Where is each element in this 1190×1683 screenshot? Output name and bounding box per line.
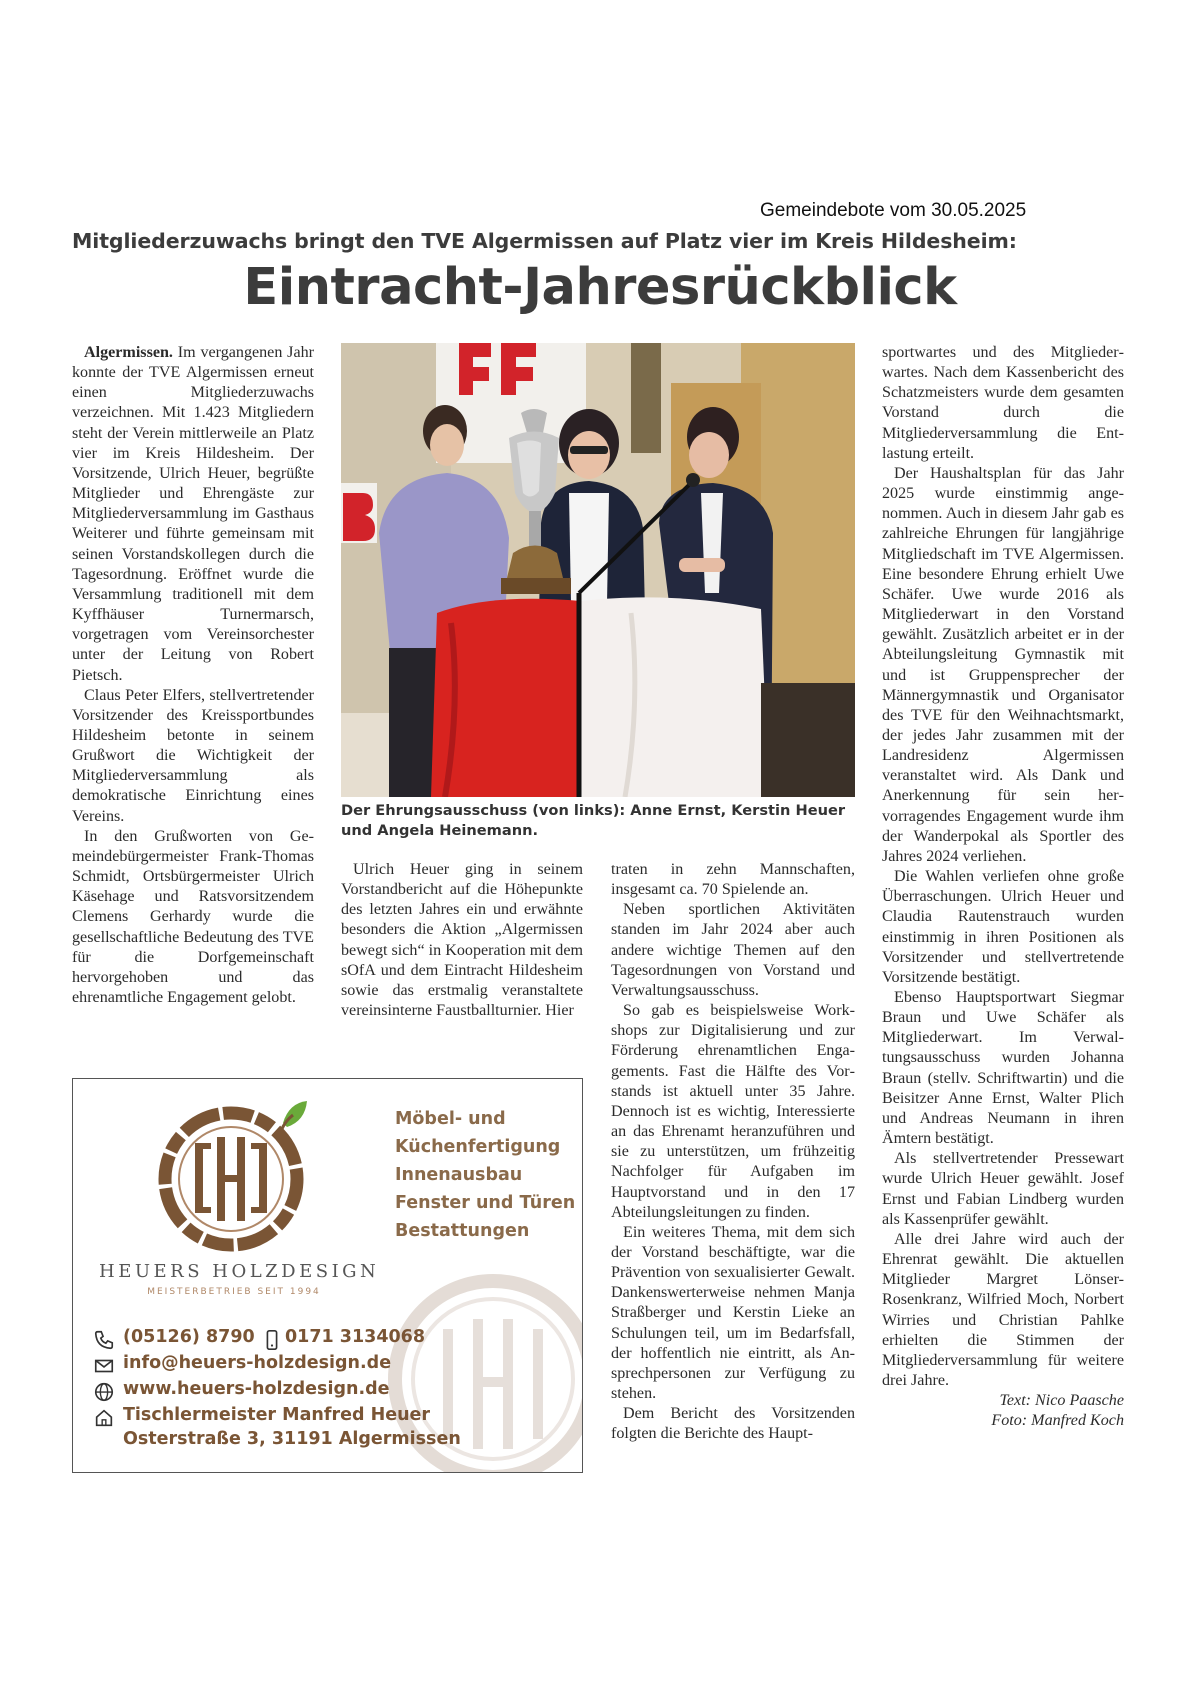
source-line: Gemeindebote vom 30.05.2025: [760, 200, 1027, 221]
dateline: Algermissen.: [84, 344, 173, 361]
paragraph: Ebenso Hauptsportwart Siegmar Braun und Uwe Schäfer als Mitgliederwart. Im Verwaltungsausschuss wurden Johanna Braun (stellv. Schriftwartin) und die Beisitzer Anne Ernst, Walter Plich und Andreas Neumann in ihren Ämtern bestätigt.: [882, 989, 1124, 1148]
advertisement-heuers-holzdesign: [72, 1078, 583, 1473]
paragraph: traten in zehn Mannschaften, insgesamt ca. 70 Spielende an.: [611, 861, 855, 899]
paragraph: Dem Bericht des Vorsitzenden folgten die Berichte des Haupt-: [611, 1405, 855, 1443]
ad-brand-name: HEUERS HOLZDESIGN: [99, 1261, 380, 1282]
paragraph: Die Wahlen verliefen ohne große Überraschungen. Ulrich Heuer und Claudia Rautenstrauch wurden einstimmig in ihren Positionen als Vorsitzender und stellvertretende Vorsitzende bestätigt.: [882, 868, 1124, 986]
paragraph: Alle drei Jahre wird auch der Ehrenrat gewählt. Die aktuellen Mitglieder Margret Lönser-Rosenkranz, Wilfried Moch, Norbert Wirries und Christian Pahlke erhielten die Stimmen der Mitgliederversammlung für weitere drei Jahre.: [882, 1230, 1124, 1389]
paragraph: sportwartes und des Mitgliederwartes. Nach dem Kassenbericht des Schatzmeisters wurde dem gesamten Vorstand durch die Mitgliederversammlung die Entlastung erteilt.: [882, 344, 1124, 462]
home-icon: [93, 1407, 115, 1429]
ad-service-item: Möbel- und: [395, 1109, 506, 1129]
paragraph: Claus Peter Elfers, stellvertretender Vorsitzender des Kreissportbundes Hildesheim betonte in seinem Grußwort die Wichtigkeit der Mitgliederversammlung als demokratische Einrichtung eines Vereins.: [72, 686, 314, 825]
article-kicker: Mitgliederzuwachs bringt den TVE Algermissen auf Platz vier im Kreis Hildesheim:: [72, 229, 1017, 253]
globe-icon: [93, 1381, 115, 1403]
paragraph: Der Haushaltsplan für das Jahr 2025 wurde einstimmig angenommen. Auch in diesem Jahr gab es zahlreiche Ehrungen für langjährige Mitgliedschaft im TVE Algermissen. Eine besondere Ehrung erhielt Uwe Schäfer. Uwe wurde 2016 als Mitgliederwart in den Vorstand gewählt. Zusätzlich arbeitet er in der Abteilungsleitung Gymnastik mit und ist Gruppensprecher der Männergymnastik und Organisator des TVE für den Weihnachtsmarkt, der jedes Jahr zusammen mit der Landresidenz Algermissen veranstaltet wird. Als Dank und Anerkennung für sein hervorragendes Engagement wurde ihm der Wanderpokal als Sportler des Jahres 2024 verliehen.: [882, 464, 1124, 865]
photo-caption: Der Ehrungsausschuss (von links): Anne Ernst, Kerstin Heuer und Angela Heinemann.: [341, 802, 846, 839]
text-credit: Text: Nico Paasche: [999, 1392, 1124, 1410]
email-icon: [93, 1355, 115, 1377]
paragraph: [72, 343, 314, 686]
company-logo: [155, 1093, 315, 1253]
ad-email[interactable]: info@heuers-holzdesign.de: [123, 1353, 392, 1373]
paragraph: Neben sportlichen Aktivitäten standen im Jahr 2024 aber auch andere wichtige Themen auf den Tagesordnungen von Vorstand und Verwaltungsausschuss.: [611, 901, 855, 999]
paragraph: Ulrich Heuer ging in seinem Vorstandbericht auf die Höhepunkte des letzten Jahres ein und erwähnte besonders die Aktion „Algermissen bewegt sich“ in Kooperation mit dem sOfA und dem Eintracht Hildesheim sowie das erstmalig veranstaltete vereinsinterne Faustballturnier. Hier: [341, 861, 583, 1020]
ad-service-item: Küchenfertigung: [395, 1137, 561, 1157]
article-column-1: [72, 343, 314, 1008]
paragraph: So gab es beispielsweise Workshops zur Digitalisierung und zur Förderung ehrenamtlichen Engagements. Fast die Hälfte des Vorstands ist aktuell unter 35 Jahre. Dennoch ist es wichtig, Interessierte an das Ehrenamt heranzuführen und sie zu unterstützen, um frühzeitig Nachfolger für Aufgaben im Hauptvorstand und in den 17 Abteilungsleitungen zu finden.: [611, 1002, 855, 1221]
ad-phone[interactable]: (05126) 8790: [123, 1327, 255, 1347]
article-column-4: [882, 343, 1124, 1431]
article-credits: [882, 1391, 1124, 1431]
ad-service-item: Fenster und Türen: [395, 1193, 576, 1213]
ad-service-item: Innenausbau: [395, 1165, 523, 1185]
paragraph-text: Im vergangenen Jahr konnte der TVE Algermissen erneut einen Mitgliederzuwachs verzeichnen. Mit 1.423 Mitgliedern steht der Verein mittlerweile an Platz vier im Kreis Hildesheim. Der Vorsitzende, Ulrich Heuer, begrüßte Mitglieder und Ehrengäste zur Mitgliederversammlung im Gasthaus Weiterer und führte gemeinsam mit seinen Vorstandskollegen durch die Tagesordnung. Eröffnet wurde die Versammlung traditionell mit dem Kyffhäuser Turnermarsch, vorgetragen vom Vereinsorchester unter der Leitung von Robert Pietsch.: [72, 344, 314, 684]
article-photo: [341, 343, 855, 797]
article-column-3: [611, 860, 855, 1445]
phone-icon: [93, 1329, 115, 1351]
paragraph: In den Grußworten von Gemeindebürgermeister Frank-Thomas Schmidt, Ortsbürgermeister Ulrich Käsehage und Ratsvorsitzendem Clemens Gerhardy wurde die gesellschaftliche Bedeutung des TVE für die Dorfgemeinschaft hervorgehoben und das ehrenamtliche Engagement gelobt.: [72, 827, 314, 1006]
ad-website[interactable]: www.heuers-holzdesign.de: [123, 1379, 390, 1399]
award-ceremony-photo: [341, 343, 855, 797]
ad-tagline: MEISTERBETRIEB SEIT 1994: [147, 1287, 321, 1297]
photo-credit: Foto: Manfred Koch: [991, 1412, 1124, 1430]
mobile-phone-icon: [261, 1329, 283, 1351]
ad-service-item: Bestattungen: [395, 1221, 530, 1241]
article-headline: Eintracht-Jahresrückblick: [243, 258, 957, 317]
ad-address: Osterstraße 3, 31191 Algermissen: [123, 1429, 461, 1449]
paragraph: Als stellvertretender Pressewart wurde Ulrich Heuer gewählt. Josef Ernst und Fabian Lindberg wurden als Kassenprüfer gewählt.: [882, 1150, 1124, 1228]
paragraph: Ein weiteres Thema, mit dem sich der Vorstand beschäftigte, war die Prävention von sexualisierter Gewalt. Dankenswerterweise nehmen Manja Straßberger und Kerstin Lieke an Schulungen teil, um im Bedarfsfall, der hoffentlich nie eintritt, als Ansprechpersonen zur Verfügung zu stehen.: [611, 1223, 855, 1403]
ad-mobile[interactable]: 0171 3134068: [285, 1327, 426, 1347]
article-column-2: [341, 860, 583, 1021]
ad-owner: Tischlermeister Manfred Heuer: [123, 1405, 431, 1425]
